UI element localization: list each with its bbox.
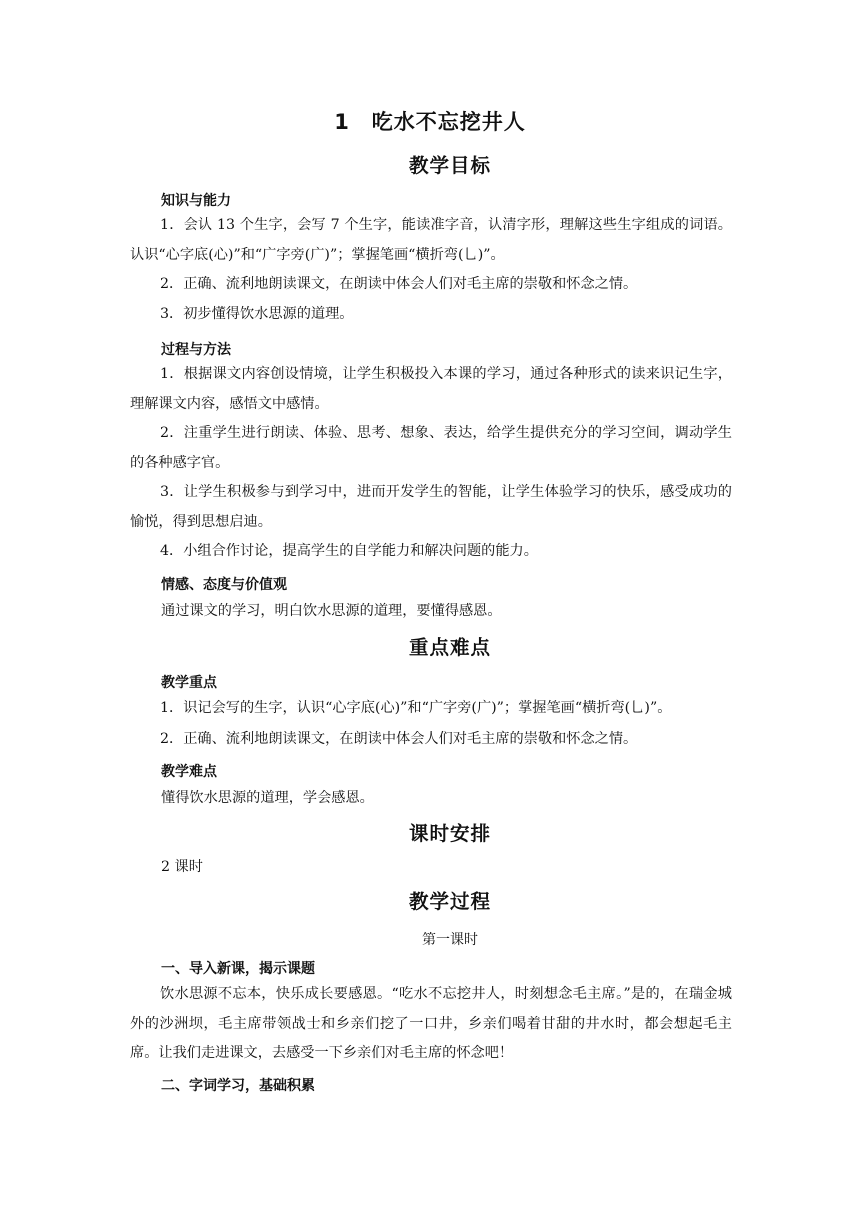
paragraph-emotion: 通过课文的学习，明白饮水思源的道理，要懂得感恩。: [161, 603, 502, 619]
subheading-process: 过程与方法: [161, 342, 231, 358]
subheading-difficulty: 教学难点: [161, 764, 217, 780]
paragraph-schedule: 2 课时: [161, 859, 203, 875]
paragraph-step1: 饮水思源不忘本，快乐成长要感恩。“吃水不忘挖井人，时刻想念毛主席。”是的，在瑞金城外的沙洲坝，毛主席带领战士和乡亲们挖了一口井，乡亲们喝着甘甜的井水时，都会想起毛主席。让我们走进课文，去感受一下乡亲们对毛主席的怀念吧！: [130, 986, 732, 1061]
paragraph-process-2: 2．注重学生进行朗读、体验、思考、想象、表达，给学生提供充分的学习空间，调动学生的各种感字官。: [130, 425, 732, 471]
subheading-knowledge: 知识与能力: [161, 193, 231, 209]
paragraph-knowledge-3: 3．初步懂得饮水思源的道理。: [160, 306, 354, 322]
subheading-step1: 一、导入新课，揭示课题: [161, 961, 315, 977]
subheading-step2: 二、字词学习，基础积累: [161, 1078, 315, 1094]
paragraph-knowledge-1: 1．会认 13 个生字，会写 7 个生字，能读准字音，认清字形，理解这些生字组成的词语。认识“心字底(心)”和“广字旁(广)”；掌握笔画“横折弯(乚)”。: [130, 217, 732, 263]
paragraph-focus-2: 2．正确、流利地朗读课文，在朗读中体会人们对毛主席的崇敬和怀念之情。: [160, 731, 638, 747]
paragraph-difficulty: 懂得饮水思源的道理，学会感恩。: [161, 790, 374, 806]
paragraph-process-4: 4．小组合作讨论，提高学生的自学能力和解决问题的能力。: [160, 543, 538, 559]
paragraph-process-3: 3．让学生积极参与到学习中，进而开发学生的智能，让学生体验学习的快乐，感受成功的愉悦，得到思想启迪。: [130, 484, 732, 530]
subheading-focus: 教学重点: [161, 675, 217, 691]
subheading-emotion: 情感、态度与价值观: [161, 577, 287, 593]
paragraph-focus-1: 1．识记会写的生字，认识“心字底(心)”和“广字旁(广)”；掌握笔画“横折弯(乚)”。: [160, 700, 672, 716]
paragraph-process-1: 1．根据课文内容创设情境，让学生积极投入本课的学习，通过各种形式的读来识记生字，理解课文内容，感悟文中感情。: [130, 366, 732, 412]
session-label: 第一课时: [422, 932, 478, 948]
section-heading-schedule: 课时安排: [408, 822, 491, 845]
lesson-title: 1 吃水不忘挖井人: [334, 110, 526, 134]
section-heading-procedure: 教学过程: [408, 890, 491, 913]
paragraph-knowledge-2: 2．正确、流利地朗读课文，在朗读中体会人们对毛主席的崇敬和怀念之情。: [160, 276, 638, 292]
section-heading-objectives: 教学目标: [408, 154, 491, 177]
section-heading-key-points: 重点难点: [408, 636, 491, 659]
